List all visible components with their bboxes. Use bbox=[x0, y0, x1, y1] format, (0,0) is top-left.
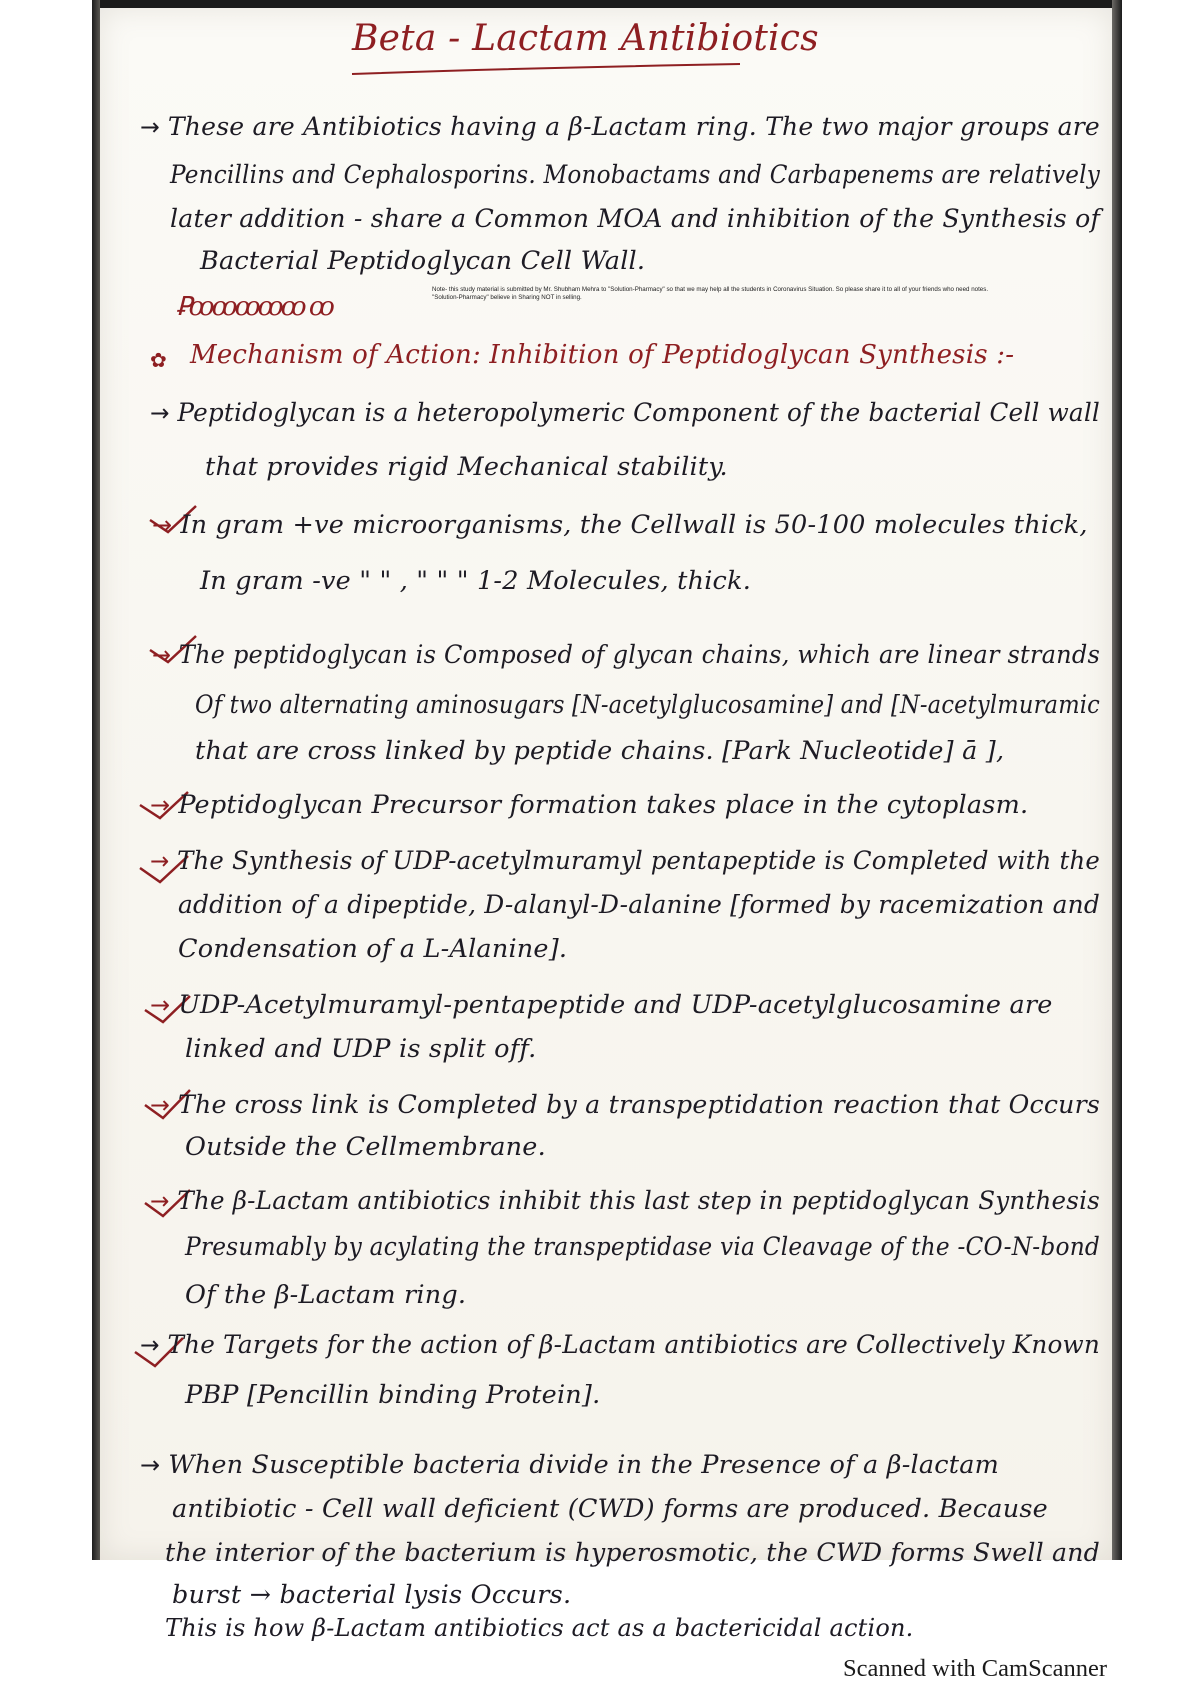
p10-line-3: the interior of the bacterium is hyperosmotic, the CWD forms Swell and bbox=[165, 1538, 1100, 1568]
p8-line-1 bbox=[150, 1186, 1100, 1216]
p8-line-2: Presumably by acylating the transpeptidase via Cleavage of the -CO-N-bond bbox=[185, 1232, 1100, 1262]
page-title: Beta - Lactam Antibiotics bbox=[352, 18, 819, 59]
arrow-right-icon: → bbox=[140, 1451, 161, 1479]
arrow-right-icon: → bbox=[150, 791, 171, 819]
p3-line-2: Of two alternating aminosugars [N-acetylglucosamine] and [N-acetylmuramic bbox=[195, 690, 1100, 720]
p5-line-1 bbox=[150, 846, 1100, 876]
p7-line-1 bbox=[150, 1090, 1100, 1120]
p6-text-1: UDP-Acetylmuramyl-pentapeptide and UDP-acetylglucosamine are bbox=[178, 990, 1053, 1020]
p4-text-1: Peptidoglycan Precursor formation takes place in the cytoplasm. bbox=[178, 790, 1029, 820]
crossed-out-word: Ꝑꝏꝏꝏꝏꝏ ꝏ bbox=[176, 292, 332, 322]
arrow-right-icon: → bbox=[140, 1331, 160, 1359]
arrow-right-icon: → bbox=[152, 511, 173, 539]
arrow-right-icon: → bbox=[140, 113, 160, 141]
arrow-right-icon: → bbox=[150, 991, 171, 1019]
p9-line-1 bbox=[140, 1330, 1100, 1360]
p8-line-3: Of the β-Lactam ring. bbox=[185, 1280, 467, 1310]
p6-line-2: linked and UDP is split off. bbox=[185, 1034, 537, 1064]
p3-line-1 bbox=[152, 640, 1100, 670]
p8-text-1: The β-Lactam antibiotics inhibit this last step in peptidoglycan Synthesis bbox=[177, 1186, 1100, 1216]
p4-line-1 bbox=[150, 790, 1028, 820]
p6-line-1 bbox=[150, 990, 1053, 1020]
p1-line-1 bbox=[150, 398, 1100, 428]
p2-line-1 bbox=[152, 510, 1088, 540]
p2-line-2: In gram -ve " " , " " " 1-2 Molecules, thick. bbox=[200, 566, 751, 596]
p10-line-2: antibiotic - Cell wall deficient (CWD) forms are produced. Because bbox=[172, 1494, 1048, 1524]
p10-line-1 bbox=[140, 1450, 999, 1480]
p2-text-1: In gram +ve microorganisms, the Cellwall is 50-100 molecules thick, bbox=[180, 510, 1088, 540]
p5-text-1: The Synthesis of UDP-acetylmuramyl pentapeptide is Completed with the bbox=[177, 846, 1101, 876]
intro-line-4: Bacterial Peptidoglycan Cell Wall. bbox=[200, 246, 646, 276]
watermark-note: Note- this study material is submitted by Mr. Shubham Mehra to "Solution-Pharmacy" so that we may help all the students in Coronavirus Situation. So please share it to all of your friends who need notes. "Solution-Pharmacy" believe in Sharing NOT in selling. bbox=[432, 286, 989, 301]
intro-line-3: later addition - share a Common MOA and inhibition of the Synthesis of bbox=[170, 204, 1100, 234]
arrow-right-icon: → bbox=[150, 1091, 171, 1119]
intro-line-1 bbox=[140, 112, 1100, 142]
p1-text-1: Peptidoglycan is a heteropolymeric Component of the bacterial Cell wall bbox=[177, 398, 1100, 428]
arrow-right-icon: → bbox=[152, 641, 172, 669]
p10-line-5: This is how β-Lactam antibiotics act as a bactericidal action. bbox=[165, 1614, 914, 1642]
scanner-watermark: Scanned with CamScanner bbox=[843, 1655, 1107, 1682]
p10-text-1: When Susceptible bacteria divide in the Presence of a β-lactam bbox=[168, 1450, 999, 1480]
p1-line-2: that provides rigid Mechanical stability. bbox=[205, 452, 728, 482]
p9-line-2: PBP [Pencillin binding Protein]. bbox=[185, 1380, 601, 1410]
arrow-right-icon: → bbox=[150, 847, 170, 875]
p9-text-1: The Targets for the action of β-Lactam antibiotics are Collectively Known bbox=[167, 1330, 1101, 1360]
arrow-right-icon: → bbox=[150, 399, 170, 427]
section-heading: Mechanism of Action: Inhibition of Peptidoglycan Synthesis :- bbox=[190, 340, 1015, 370]
p10-line-4: burst → bacterial lysis Occurs. bbox=[172, 1580, 572, 1610]
bullet-icon: ✿ bbox=[150, 348, 167, 372]
p3-line-3: that are cross linked by peptide chains. [Park Nucleotide] ā ], bbox=[195, 736, 1005, 766]
p7-text-1: The cross link is Completed by a transpeptidation reaction that Occurs bbox=[177, 1090, 1100, 1120]
arrow-right-icon: → bbox=[150, 1187, 170, 1215]
p5-line-3: Condensation of a L-Alanine]. bbox=[178, 934, 568, 964]
p3-text-1: The peptidoglycan is Composed of glycan chains, which are linear strands bbox=[178, 640, 1100, 670]
p5-line-2: addition of a dipeptide, D-alanyl-D-alanine [formed by racemization and bbox=[178, 890, 1100, 920]
intro-line-2: Pencillins and Cephalosporins. Monobactams and Carbapenems are relatively bbox=[170, 160, 1100, 190]
p7-line-2: Outside the Cellmembrane. bbox=[185, 1132, 546, 1162]
intro-text-1: These are Antibiotics having a β-Lactam ring. The two major groups are bbox=[167, 112, 1100, 142]
